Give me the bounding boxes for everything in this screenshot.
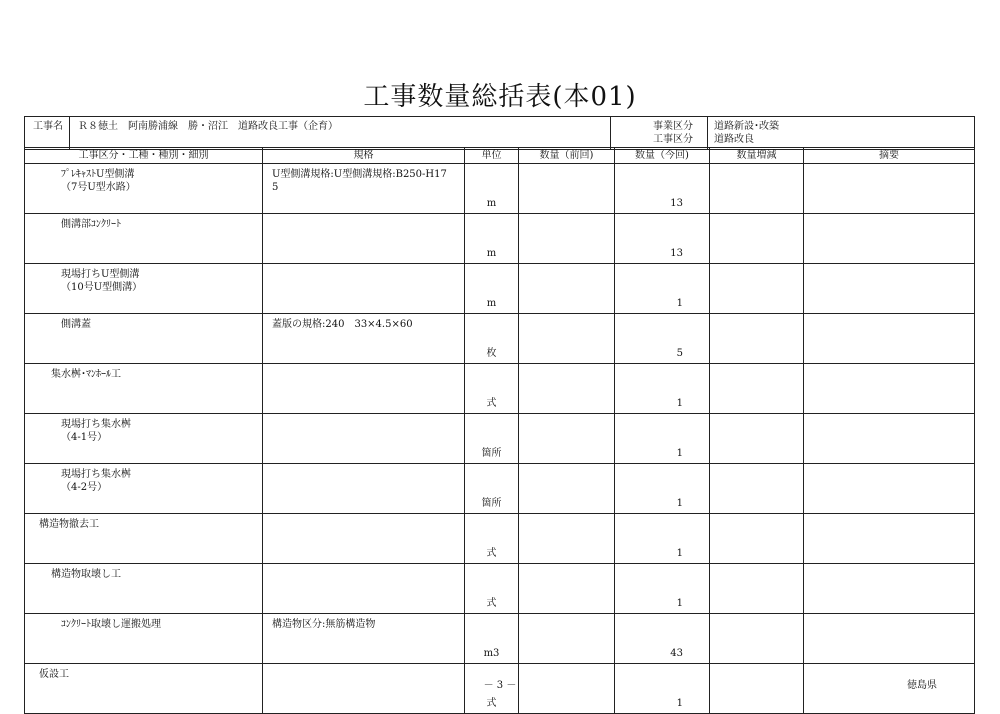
table-row (25, 464, 975, 514)
col-header-curr-qty: 数量（今回) (615, 148, 710, 164)
qty-change-cell (710, 164, 804, 214)
item-name-cell: 構造物取壊し工 (25, 564, 263, 614)
curr-qty-cell: 1 (615, 514, 710, 564)
prev-qty-cell (519, 464, 615, 514)
prev-qty-cell (519, 264, 615, 314)
curr-qty-cell: 13 (615, 214, 710, 264)
curr-qty-cell: 1 (615, 464, 710, 514)
qty-change-cell (710, 364, 804, 414)
prev-qty-cell (519, 414, 615, 464)
table-row (25, 614, 975, 664)
business-category-value: 道路新設･改築 (714, 121, 779, 132)
project-name-label: 工事名 (25, 117, 70, 150)
curr-qty-cell: 1 (615, 564, 710, 614)
table-row (25, 214, 975, 264)
remarks-cell (804, 214, 975, 264)
qty-change-cell (710, 614, 804, 664)
category-values (708, 117, 975, 150)
table-row (25, 164, 975, 214)
unit-cell: m (465, 264, 519, 314)
unit-cell: 箇所 (465, 464, 519, 514)
remarks-cell (804, 364, 975, 414)
table-row (25, 264, 975, 314)
work-category-value: 道路改良 (714, 134, 754, 145)
item-name-cell: ｺﾝｸﾘｰﾄ取壊し運搬処理 (25, 614, 263, 664)
spec-cell (263, 364, 465, 414)
item-name-cell: 側溝部ｺﾝｸﾘｰﾄ (25, 214, 263, 264)
spec-cell (263, 514, 465, 564)
col-header-qty-change: 数量増減 (710, 148, 804, 164)
qty-change-cell (710, 264, 804, 314)
work-category-label: 工事区分 (653, 134, 693, 145)
prev-qty-cell (519, 514, 615, 564)
item-name-cell: 現場打ち集水桝 （4-2号） (25, 464, 263, 514)
qty-change-cell (710, 314, 804, 364)
prev-qty-cell (519, 564, 615, 614)
table-row (25, 414, 975, 464)
business-category-label: 事業区分 (653, 121, 693, 132)
item-name-cell: 側溝蓋 (25, 314, 263, 364)
remarks-cell (804, 164, 975, 214)
remarks-cell (804, 314, 975, 364)
quantity-table (24, 147, 975, 714)
qty-change-cell (710, 464, 804, 514)
unit-cell: m3 (465, 614, 519, 664)
unit-cell: 枚 (465, 314, 519, 364)
item-name-cell: 集水桝･ﾏﾝﾎｰﾙ工 (25, 364, 263, 414)
curr-qty-cell: 1 (615, 264, 710, 314)
unit-cell: 式 (465, 364, 519, 414)
qty-change-cell (710, 564, 804, 614)
item-name-cell: 構造物撤去工 (25, 514, 263, 564)
unit-cell: 式 (465, 514, 519, 564)
remarks-cell (804, 514, 975, 564)
unit-cell: 箇所 (465, 414, 519, 464)
spec-cell (263, 564, 465, 614)
col-header-remarks: 摘要 (804, 148, 975, 164)
spec-cell: 蓋版の規格:240 33×4.5×60 (263, 314, 465, 364)
prev-qty-cell (519, 214, 615, 264)
category-labels (611, 117, 708, 150)
remarks-cell (804, 614, 975, 664)
spec-cell (263, 214, 465, 264)
prev-qty-cell (519, 164, 615, 214)
table-row (25, 514, 975, 564)
unit-cell: 式 (465, 664, 519, 714)
spec-cell: 構造物区分:無筋構造物 (263, 614, 465, 664)
page-number: － 3 － (483, 680, 517, 691)
col-header-unit: 単位 (465, 148, 519, 164)
curr-qty-cell: 13 (615, 164, 710, 214)
spec-cell: U型側溝規格:U型側溝規格:B250-H17 5 (263, 164, 465, 214)
table-row (25, 564, 975, 614)
spec-cell (263, 414, 465, 464)
unit-cell: m (465, 164, 519, 214)
qty-change-cell (710, 514, 804, 564)
curr-qty-cell: 43 (615, 614, 710, 664)
project-name-value: Ｒ８徳土 阿南勝浦線 勝・沼江 道路改良工事（企育） (70, 117, 611, 150)
curr-qty-cell: 1 (615, 414, 710, 464)
item-name-cell: 仮設工 (25, 664, 263, 714)
item-name-cell: ﾌﾟﾚｷｬｽﾄU型側溝 （7号U型水路） (25, 164, 263, 214)
prev-qty-cell (519, 364, 615, 414)
prev-qty-cell (519, 314, 615, 364)
curr-qty-cell: 1 (615, 364, 710, 414)
unit-cell: m (465, 214, 519, 264)
table-row (25, 364, 975, 414)
remarks-cell (804, 564, 975, 614)
col-header-prev-qty: 数量（前回) (519, 148, 615, 164)
qty-change-cell (710, 414, 804, 464)
unit-cell: 式 (465, 564, 519, 614)
item-name-cell: 現場打ち集水桝 （4-1号） (25, 414, 263, 464)
header-table (24, 116, 975, 150)
organization-name: 徳島県 (907, 680, 937, 691)
qty-change-cell (710, 214, 804, 264)
remarks-cell (804, 264, 975, 314)
curr-qty-cell: 5 (615, 314, 710, 364)
table-row (25, 314, 975, 364)
remarks-cell (804, 464, 975, 514)
spec-cell (263, 264, 465, 314)
table-header-row (25, 148, 975, 164)
item-name-cell: 現場打ちU型側溝 （10号U型側溝） (25, 264, 263, 314)
page-title: 工事数量総括表(本01) (363, 82, 637, 112)
prev-qty-cell (519, 614, 615, 664)
col-header-item: 工事区分・工種・種別・細別 (25, 148, 263, 164)
spec-cell (263, 464, 465, 514)
remarks-cell (804, 414, 975, 464)
col-header-spec: 規格 (263, 148, 465, 164)
curr-qty-cell: 1 (615, 664, 710, 714)
